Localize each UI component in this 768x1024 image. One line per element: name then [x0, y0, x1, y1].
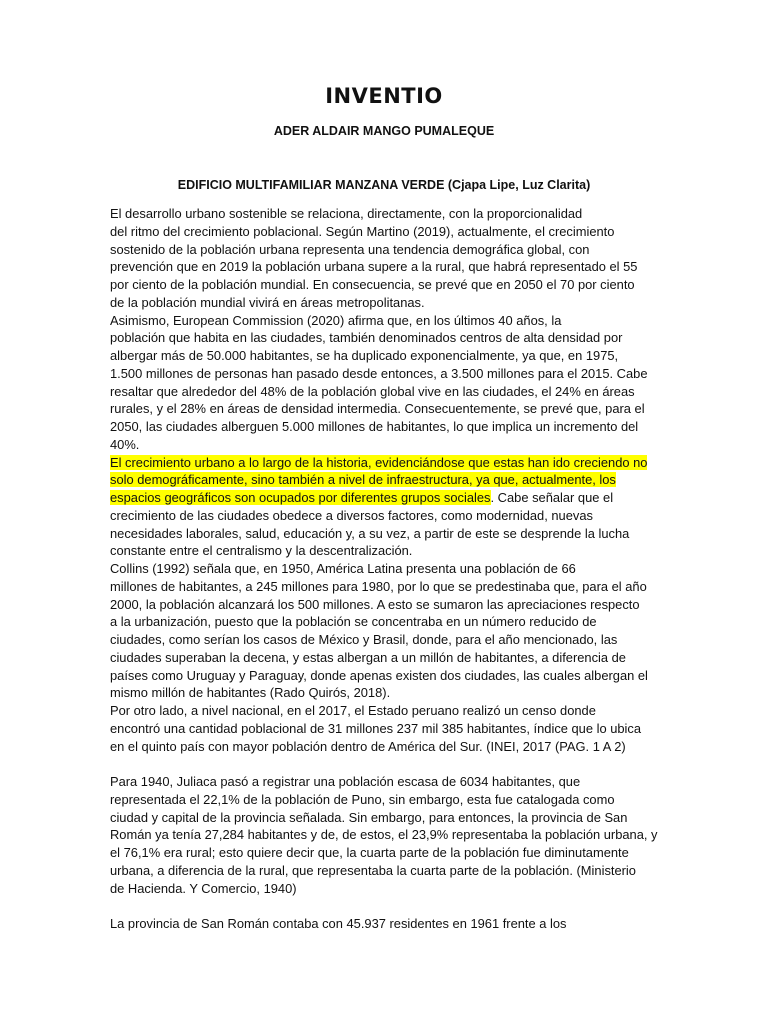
text-line: ciudades, como serían los casos de México y Brasil, donde, para el año mencionado, las — [110, 632, 618, 647]
text-line: resaltar que alrededor del 48% de la población global vive en las ciudades, el 24% en áreas — [110, 383, 635, 399]
text-line — [110, 471, 658, 489]
text-line: La provincia de San Román contaba con 45.937 residentes en 1961 frente a los — [110, 916, 567, 931]
document-title: INVENTIO — [325, 84, 443, 108]
text-line: constante entre el centralismo y la descentralización. — [110, 543, 413, 559]
text-line: Román ya tenía 27,284 habitantes y de, de estos, el 23,9% representaba la población urbana, y — [110, 827, 658, 843]
text-line: población que habita en las ciudades, también denominados centros de alta densidad por — [110, 330, 623, 346]
text-line — [110, 454, 658, 472]
document-body — [110, 205, 658, 933]
paragraph — [110, 915, 658, 933]
text-line: ciudad y capital de la provincia señalada. Sin embargo, para entonces, la provincia de San — [110, 809, 628, 825]
text-line: ciudades superaban la decena, y estas albergan a un millón de habitantes, a diferencia de — [110, 649, 626, 665]
text-line: crecimiento de las ciudades obedece a diversos factores, como modernidad, nuevas — [110, 507, 593, 523]
text-line: representada el 22,1% de la población de Puno, sin embargo, esta fue catalogada como — [110, 791, 615, 807]
text-line: Por otro lado, a nivel nacional, en el 2017, el Estado peruano realizó un censo donde — [110, 703, 596, 718]
text-line: 2050, las ciudades alberguen 5.000 millones de habitantes, lo que implica un incremento del — [110, 419, 639, 434]
text-line: de Hacienda. Y Comercio, 1940) — [110, 880, 297, 896]
text-line: de la población mundial vivirá en áreas metropolitanas. — [110, 294, 425, 310]
text-line: urbana, a diferencia de la rural, que representaba la cuarta parte de la población. (Ministerio — [110, 862, 636, 878]
paragraph — [110, 560, 658, 702]
text-line: rurales, y el 28% en áreas de densidad intermedia. Consecuentemente, se prevé que, para el — [110, 401, 645, 417]
blank-line — [110, 755, 658, 773]
text-line: albergar más de 50.000 habitantes, se ha duplicado exponencialmente, ya que, en 1975, — [110, 348, 619, 363]
text-line: el 76,1% era rural; esto quiere decir que, la cuarta parte de la población fue diminutamente — [110, 845, 629, 860]
paragraph — [110, 312, 658, 454]
text-line: Asimismo, European Commission (2020) afirma que, en los últimos 40 años, la — [110, 312, 562, 328]
text-line: del ritmo del crecimiento poblacional. Según Martino (2019), actualmente, el crecimiento — [110, 223, 615, 239]
highlighted-text: solo demográficamente, sino también a nivel de infraestructura, ya que, actualmente, los — [110, 472, 616, 488]
text-line: por ciento de la población mundial. En consecuencia, se prevé que en 2050 el 70 por ciento — [110, 277, 635, 292]
text-line: prevención que en 2019 la población urbana supere a la rural, que habrá representado el 55 — [110, 259, 638, 275]
text-line: mismo millón de habitantes (Rado Quirós, 2018). — [110, 685, 391, 701]
text-line: 40%. — [110, 436, 140, 452]
text-line — [110, 489, 658, 507]
blank-line — [110, 897, 658, 915]
paragraph — [110, 702, 658, 755]
section-heading: EDIFICIO MULTIFAMILIAR MANZANA VERDE (Cjapa Lipe, Luz Clarita) — [177, 178, 591, 192]
text-line: El desarrollo urbano sostenible se relaciona, directamente, con la proporcionalidad — [110, 206, 583, 221]
highlighted-text: El crecimiento urbano a lo largo de la historia, evidenciándose que estas han ido creciendo no — [110, 454, 648, 470]
text-line: en el quinto país con mayor población dentro de América del Sur. (INEI, 2017 (PAG. 1 A 2) — [110, 738, 626, 754]
text-line: países como Uruguay y Paraguay, donde apenas existen dos ciudades, las cuales albergan el — [110, 667, 648, 683]
author-name: ADER ALDAIR MANGO PUMALEQUE — [273, 124, 495, 138]
text-fragment: . Cabe señalar que el — [490, 490, 614, 505]
paragraph — [110, 205, 658, 312]
paragraph — [110, 773, 658, 897]
text-line: millones de habitantes, a 245 millones para 1980, por lo que se predestinaba que, para el año — [110, 578, 647, 594]
text-line: 2000, la población alcanzará los 500 millones. A esto se sumaron las apreciaciones respecto — [110, 596, 640, 612]
text-line: 1.500 millones de personas han pasado desde entonces, a 3.500 millones para el 2015. Cabe — [110, 365, 648, 381]
text-line: sostenido de la población urbana representa una tendencia demográfica global, con — [110, 241, 590, 257]
highlighted-text: espacios geográficos son ocupados por diferentes grupos sociales — [110, 490, 491, 505]
text-line: Collins (1992) señala que, en 1950, América Latina presenta una población de 66 — [110, 561, 576, 576]
text-line: a la urbanización, puesto que la población se concentraba en un número reducido de — [110, 614, 597, 630]
text-line: necesidades laborales, salud, educación y, a su vez, a partir de este se desprende la lucha — [110, 525, 630, 541]
text-line: Para 1940, Juliaca pasó a registrar una población escasa de 6034 habitantes, que — [110, 774, 581, 789]
highlighted-paragraph — [110, 454, 658, 561]
text-line: encontró una cantidad poblacional de 31 millones 237 mil 385 habitantes, índice que lo ubica — [110, 720, 642, 736]
